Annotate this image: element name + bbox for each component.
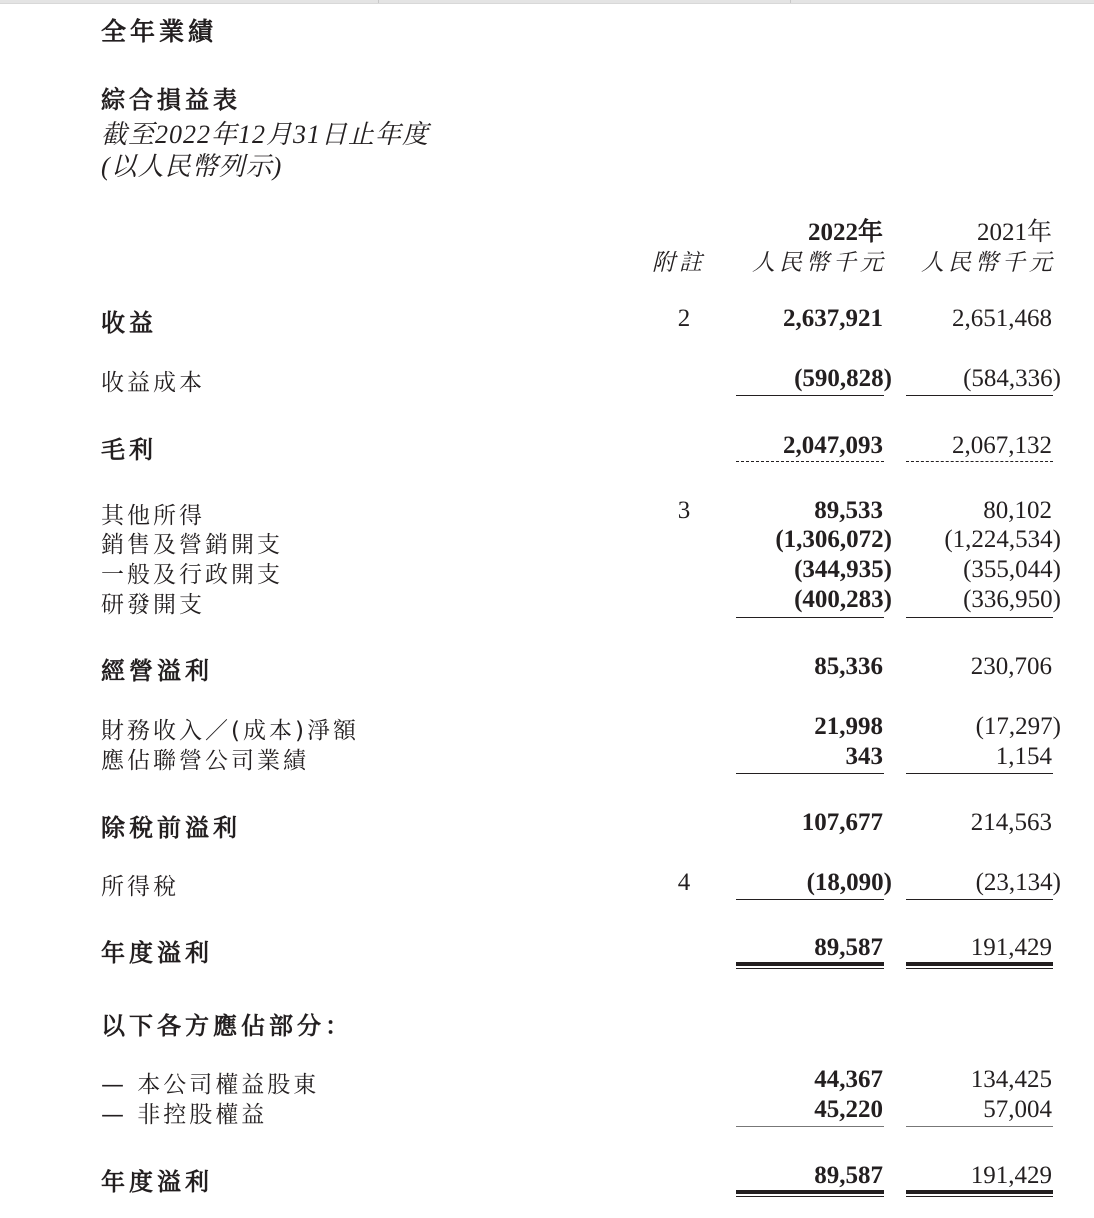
- value-2021-other-income: 80,102: [983, 497, 1052, 524]
- row-label-profit-before-tax: 除稅前溢利: [101, 814, 241, 842]
- row-label-finance-income-net: 財務收入／(成本)淨額: [101, 718, 359, 744]
- row-label-revenue: 收益: [101, 309, 157, 337]
- value-2021-gross-profit: 2,067,132: [952, 432, 1052, 459]
- col-2021-year-header: 2021年: [976, 219, 1052, 246]
- subtotal-rule: [736, 395, 884, 396]
- value-2022-non-controlling-interests: 45,220: [814, 1096, 883, 1123]
- subtotal-rule: [906, 1126, 1053, 1127]
- col-2022-unit-header: 人民幣千元: [752, 250, 887, 276]
- dashed-rule: [736, 461, 884, 462]
- currency-note: (以人民幣列示): [101, 152, 283, 181]
- row-label-income-tax: 所得稅: [101, 874, 179, 900]
- value-2022-profit-for-year-total: 89,587: [814, 1162, 883, 1189]
- total-double-rule: [906, 1190, 1053, 1197]
- section-title: 全年業績: [101, 17, 218, 46]
- row-note-revenue: 2: [677, 305, 691, 332]
- subtotal-rule: [736, 773, 884, 774]
- value-2022-other-income: 89,533: [814, 497, 883, 524]
- statement-title: 綜合損益表: [101, 86, 241, 114]
- total-double-rule: [736, 962, 884, 969]
- subtotal-rule: [906, 395, 1053, 396]
- subtotal-rule: [906, 773, 1053, 774]
- subtotal-rule: [736, 617, 884, 618]
- value-2022-operating-profit: 85,336: [814, 653, 883, 680]
- value-2021-income-tax: (23,134): [975, 869, 1061, 896]
- value-2021-operating-profit: 230,706: [970, 653, 1052, 680]
- value-2022-profit-before-tax: 107,677: [801, 809, 883, 836]
- row-label-equity-shareholders: — 本公司權益股東: [101, 1072, 320, 1098]
- value-2021-rd-expenses: (336,950): [963, 586, 1061, 613]
- value-2022-equity-shareholders: 44,367: [814, 1066, 883, 1093]
- value-2021-finance-income-net: (17,297): [975, 713, 1061, 740]
- value-2022-finance-income-net: 21,998: [814, 713, 883, 740]
- subtotal-rule: [906, 617, 1053, 618]
- value-2021-equity-shareholders: 134,425: [970, 1066, 1052, 1093]
- row-label-profit-for-year: 年度溢利: [101, 939, 213, 967]
- value-2021-non-controlling-interests: 57,004: [983, 1096, 1052, 1123]
- value-2022-revenue: 2,637,921: [783, 305, 883, 332]
- value-2022-admin-expenses: (344,935): [794, 556, 892, 583]
- period-subtitle: 截至2022年12月31日止年度: [101, 120, 430, 149]
- total-double-rule: [736, 1190, 884, 1197]
- value-2021-profit-for-year: 191,429: [970, 934, 1052, 961]
- value-2021-share-of-associates: 1,154: [995, 743, 1052, 770]
- total-double-rule: [906, 962, 1053, 969]
- value-2022-share-of-associates: 343: [845, 743, 883, 770]
- value-2021-profit-before-tax: 214,563: [970, 809, 1052, 836]
- value-2022-gross-profit: 2,047,093: [783, 432, 883, 459]
- value-2022-cost-of-revenue: (590,828): [794, 365, 892, 392]
- row-label-selling-expenses: 銷售及營銷開支: [101, 532, 283, 558]
- row-label-share-of-associates: 應佔聯營公司業績: [101, 748, 309, 774]
- row-label-non-controlling-interests: — 非控股權益: [101, 1102, 268, 1128]
- value-2021-selling-expenses: (1,224,534): [944, 526, 1061, 553]
- value-2022-rd-expenses: (400,283): [794, 586, 892, 613]
- subtotal-rule: [906, 899, 1053, 900]
- subtotal-rule: [736, 899, 884, 900]
- divider: [378, 0, 379, 3]
- row-label-other-income: 其他所得: [101, 503, 205, 529]
- viewer-top-border: [0, 0, 1094, 4]
- value-2022-income-tax: (18,090): [806, 869, 892, 896]
- row-note-income-tax: 4: [677, 869, 691, 896]
- value-2022-selling-expenses: (1,306,072): [775, 526, 892, 553]
- row-label-gross-profit: 毛利: [101, 436, 157, 464]
- divider: [790, 0, 791, 3]
- row-label-cost-of-revenue: 收益成本: [101, 370, 205, 396]
- value-2021-revenue: 2,651,468: [952, 305, 1052, 332]
- row-note-other-income: 3: [677, 497, 691, 524]
- value-2022-profit-for-year: 89,587: [814, 934, 883, 961]
- subtotal-rule: [736, 1126, 884, 1127]
- row-label-admin-expenses: 一般及行政開支: [101, 562, 283, 588]
- row-label-rd-expenses: 研發開支: [101, 592, 205, 618]
- col-2021-unit-header: 人民幣千元: [921, 250, 1056, 276]
- value-2021-profit-for-year-total: 191,429: [970, 1162, 1052, 1189]
- value-2021-cost-of-revenue: (584,336): [963, 365, 1061, 392]
- row-label-attributable-to: 以下各方應佔部分：: [101, 1012, 353, 1040]
- value-2021-admin-expenses: (355,044): [963, 556, 1061, 583]
- row-label-profit-for-year-total: 年度溢利: [101, 1168, 213, 1196]
- row-label-operating-profit: 經營溢利: [101, 657, 213, 685]
- dashed-rule: [906, 461, 1053, 462]
- note-column-header: 附註: [652, 250, 706, 276]
- col-2022-year-header: 2022年: [807, 219, 883, 246]
